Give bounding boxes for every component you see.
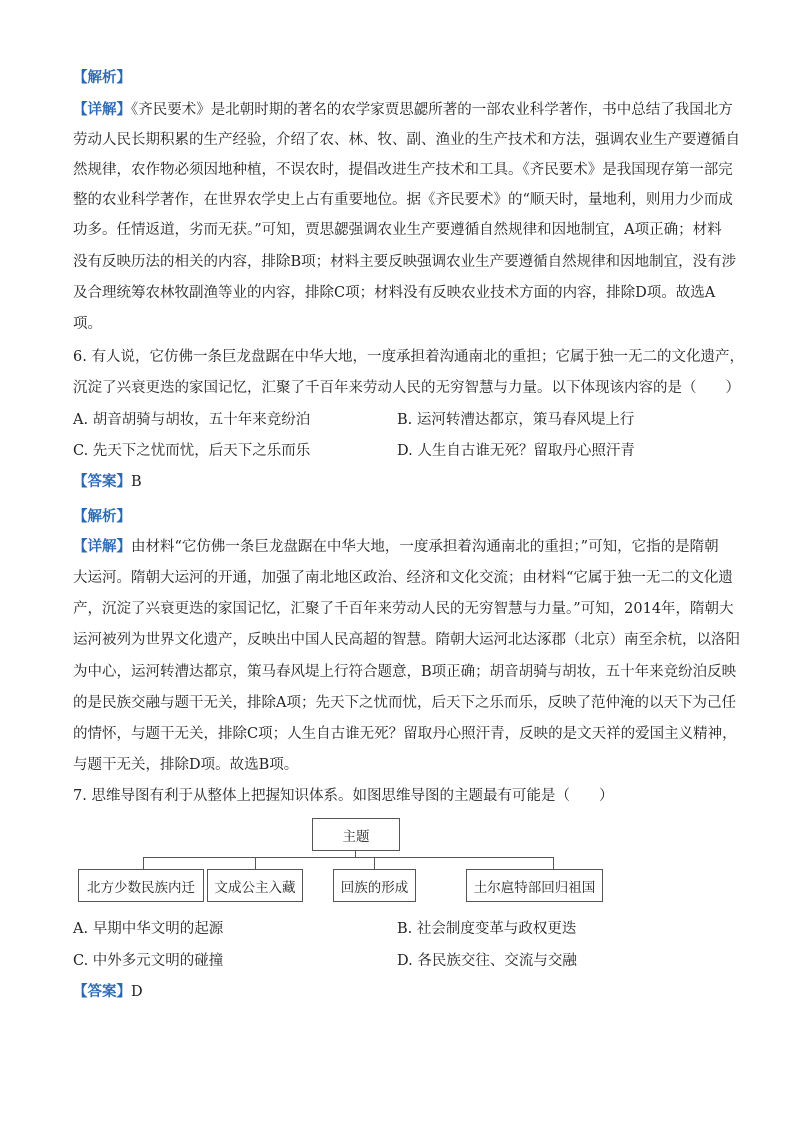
mindmap-connector-2 <box>255 857 256 869</box>
q6-detail-line-2: 大运河。隋朝大运河的开通，加强了南北地区政治、经济和文化交流；由材料“它属于独一无二的文化遗 <box>73 570 733 586</box>
q5-detail-text: 《齐民要术》是北朝时期的著名的农学家贾思勰所著的一部农业科学著作，书中总结了我国北方 <box>131 102 733 118</box>
q6-stem-line-2: 沉淀了兴衰更迭的家国记忆，汇聚了千百年来劳动人民的无穷智慧与力量。以下体现该内容的是（ ） <box>73 380 740 396</box>
analysis-label: 【解析】 <box>73 69 131 86</box>
q5-detail-line-8: 项。 <box>73 316 102 332</box>
q5-detail-line-2: 劳动人民长期积累的生产经验，介绍了农、林、牧、副、渔业的生产技术和方法，强调农业生产要遵循自 <box>73 132 740 148</box>
q7-answer-line <box>73 982 143 1002</box>
q7-answer-label: 【答案】 <box>73 983 131 1000</box>
q6-analysis-label: 【解析】 <box>73 508 131 525</box>
q5-detail-line-7: 及合理统筹农林牧副渔等业的内容，排除C项；材料没有反映农业技术方面的内容，排除D项。故选A <box>73 285 716 301</box>
q7-option-a: A. 早期中华文明的起源 <box>73 921 224 937</box>
q6-option-b: B. 运河转漕达都京，策马春风堤上行 <box>397 412 635 428</box>
q7-option-c: C. 中外多元文明的碰撞 <box>73 953 224 969</box>
mindmap-root: 主题 <box>312 818 400 851</box>
q6-option-c: C. 先天下之忧而忧，后天下之乐而乐 <box>73 443 311 459</box>
q6-answer-value: B <box>131 474 142 490</box>
q7-option-b: B. 社会制度变革与政权更迭 <box>397 921 577 937</box>
q6-detail-line-8: 与题干无关，排除D项。故选B项。 <box>73 757 299 773</box>
q5-detail-line-4: 整的农业科学著作，在世界农学史上占有重要地位。据《齐民要术》的“顺天时，量地利，则用力少而成 <box>73 192 733 208</box>
detail-label: 【详解】 <box>73 101 131 118</box>
mindmap-connector-3 <box>374 857 375 869</box>
mindmap-branch-bar <box>143 857 554 858</box>
mindmap-child-4: 土尔扈特部回归祖国 <box>466 869 603 902</box>
q6-detail-line-1 <box>73 537 719 557</box>
q6-detail-line-3: 产，沉淀了兴衰更迭的家国记忆，汇聚了千百年来劳动人民的无穷智慧与力量。”可知，2014年，隋朝大 <box>73 601 734 617</box>
q6-detail-line-5: 为中心，运河转漕达都京，策马春风堤上行符合题意，B项正确；胡音胡骑与胡妆，五十年来竞纷泊反映 <box>73 664 737 680</box>
q6-detail-line-7: 的情怀，与题干无关，排除C项；人生自古谁无死？留取丹心照汗青，反映的是文天祥的爱国主义精神， <box>73 726 737 742</box>
q5-detail-line-3: 然规律，农作物必须因地种植，不误农时，提倡改进生产技术和工具。《齐民要术》是我国现存第一部完 <box>73 162 733 178</box>
mindmap-connector-4 <box>553 857 554 869</box>
q6-detail-label: 【详解】 <box>73 538 131 555</box>
mindmap-connector-1 <box>143 857 144 869</box>
q5-detail-line-5: 功多。任情返道，劣而无获。”可知，贾思勰强调农业生产要遵循自然规律和因地制宜，A项正确；材料 <box>73 222 722 238</box>
mindmap-child-1: 北方少数民族内迁 <box>78 869 204 902</box>
q5-detail-line-6: 没有反映历法的相关的内容，排除B项；材料主要反映强调农业生产要遵循自然规律和因地制宜，没有涉 <box>73 254 737 270</box>
mindmap-child-3: 回族的形成 <box>333 869 416 902</box>
answer-label: 【答案】 <box>73 473 131 490</box>
q6-answer-line <box>73 472 142 492</box>
mindmap-child-2: 文成公主入藏 <box>207 869 303 902</box>
q7-stem: 7. 思维导图有利于从整体上把握知识体系。如图思维导图的主题最有可能是（ ） <box>73 788 614 804</box>
q6-detail-text: 由材料“它仿佛一条巨龙盘踞在中华大地，一度承担着沟通南北的重担；”可知，它指的是隋朝 <box>131 539 719 555</box>
q5-detail-line-1 <box>73 100 733 120</box>
q6-option-d: D. 人生自古谁无死？留取丹心照汗青 <box>397 443 635 459</box>
q6-detail-line-4: 运河被列为世界文化遗产，反映出中国人民高超的智慧。隋朝大运河北达涿郡（北京）南至余杭，以洛阳 <box>73 632 740 648</box>
q6-option-a: A. 胡音胡骑与胡妆，五十年来竞纷泊 <box>73 412 311 428</box>
q7-answer-value: D <box>131 984 143 1000</box>
q6-stem-line-1: 6. 有人说，它仿佛一条巨龙盘踞在中华大地，一度承担着沟通南北的重担；它属于独一无二的文化遗产， <box>73 349 744 365</box>
q7-option-d: D. 各民族交往、交流与交融 <box>397 953 577 969</box>
q6-detail-line-6: 的是民族交融与题干无关，排除A项；先天下之忧而忧，后天下之乐而乐，反映了范仲淹的以天下为己任 <box>73 695 736 711</box>
